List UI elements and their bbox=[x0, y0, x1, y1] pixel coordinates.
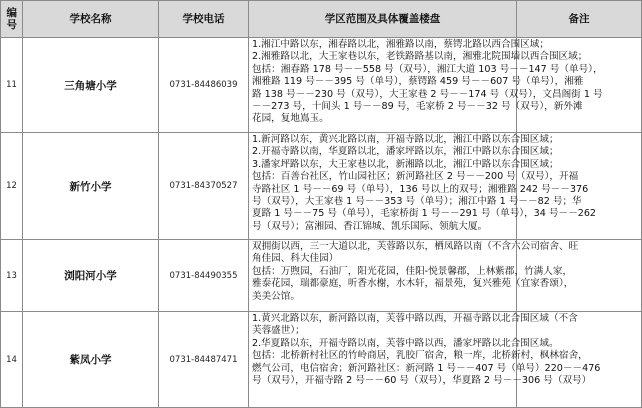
scope-line: 号（双号）；富湘园、香江锦城、凯乐国际、领航大厦。 bbox=[252, 220, 488, 232]
table-row bbox=[1, 312, 642, 408]
district-scope bbox=[249, 38, 603, 133]
school-phone: 0731-84490355 bbox=[159, 240, 249, 312]
row-number: 11 bbox=[1, 38, 23, 133]
school-name: 三角塘小学 bbox=[23, 38, 159, 133]
scope-line: 1.湘江中路以东，湘春路以北，湘雅路以南，蔡锷北路以西合围区域； bbox=[252, 39, 549, 50]
header-note: 备注 bbox=[517, 1, 642, 38]
scope-line: 夏路 1 号－－75 号（单号），毛家桥街 1 号－－291 号（单号），34 号－－262 bbox=[252, 208, 597, 220]
district-scope bbox=[249, 133, 597, 240]
school-name: 新竹小学 bbox=[23, 133, 159, 240]
table-row bbox=[1, 38, 642, 133]
table-header-row bbox=[1, 1, 642, 38]
scope-line: 号（双号），大王家巷 1 号－－353 号（单号）；湘江中路 1 号－－82 号；华 bbox=[252, 196, 582, 208]
table-row bbox=[1, 240, 642, 312]
scope-line: 燃气公司，电信宿舍；新河路社区：新河路 1 号－－407 号（单号）220－－476 bbox=[252, 362, 601, 374]
scope-line: 包括：万煦园，石油厂，阳光花园，佳阳-悦景馨郡，上林紫郡，竹满人家， bbox=[252, 265, 573, 277]
district-scope bbox=[249, 312, 601, 408]
row-number: 14 bbox=[1, 312, 23, 408]
scope-line: 包括：北桥新村社区的竹岭商居，乳胶厂宿舍，粮一库，北桥新村，枫林宿舍， bbox=[252, 350, 588, 362]
district-scope bbox=[249, 240, 579, 312]
scope-line: 湘雅路 119 号－－395 号（单号），蔡锷路 459 号－－607 号（单号），湘雅 bbox=[252, 76, 584, 88]
scope-line: 号（双号），开福寺路 2 号－－60 号（双号），华夏路 2 号－－306 号（双号） bbox=[252, 375, 592, 387]
scope-line: 2.湘雅路以北，大王家巷以东，老铁路路基以南，湘雅北院围墙以西合围区域； bbox=[252, 51, 588, 63]
table-row bbox=[1, 133, 642, 240]
school-name: 紫凤小学 bbox=[23, 312, 159, 408]
scope-line: 路 138 号－－230 号（双号），大王家巷 2 号－－174 号（双号），文昌阁街 1 号 bbox=[252, 88, 603, 100]
header-school-phone: 学校电话 bbox=[159, 1, 249, 38]
scope-line: 双拥街以西，三一大道以北，芙蓉路以东，栖凤路以南（不含六公司宿舍、旺 bbox=[252, 241, 579, 252]
scope-line: 芙蓉盛世）； bbox=[252, 325, 305, 337]
scope-line: 1.新河路以东，黄兴北路以南，开福寺路以北，湘江中路以东合围区域； bbox=[252, 134, 559, 145]
scope-line: 1.黄兴北路以东，新河路以南，芙蓉中路以西，开福寺路以北合围区域（不含 bbox=[252, 313, 578, 324]
scope-line: 角佳园、科大佳园） bbox=[252, 253, 339, 265]
header-no: 编号 bbox=[1, 1, 23, 38]
header-scope: 学区范围及具体覆盖楼盘 bbox=[249, 1, 517, 38]
scope-line: 2.开福寺路以南，华夏路以北，潘家坪路以东，湘江中路以东合围区域； bbox=[252, 146, 559, 158]
row-number: 12 bbox=[1, 133, 23, 240]
scope-line: 寺路社区 1 号－－69 号（单号），136 号以上的双号；湘雅路 242 号－－376 bbox=[252, 183, 589, 195]
school-phone: 0731-84370527 bbox=[159, 133, 249, 240]
scope-line: 美美公馆。 bbox=[252, 290, 300, 302]
school-phone: 0731-84487471 bbox=[159, 312, 249, 408]
header-school-name: 学校名称 bbox=[23, 1, 159, 38]
scope-line: 3.潘家坪路以东，大王家巷以北，新湘路以北，湘江中路以东合围区域； bbox=[252, 158, 559, 170]
scope-line: 包括：湘春路 178 号－－558 号（双号），湘江大道 103 号－－147 号（单号）， bbox=[252, 63, 603, 75]
school-phone: 0731-84486039 bbox=[159, 38, 249, 133]
scope-line: 包括：百善台社区，竹山园社区；新河路社区 2 号－－200 号（双号），开福 bbox=[252, 171, 579, 183]
school-name: 浏阳河小学 bbox=[23, 240, 159, 312]
scope-line: －－273 号，十间头 1 号－－89 号，毛家桥 2 号－－32 号（双号），新外滩 bbox=[252, 101, 583, 113]
scope-line: 2.华夏路以东，开福寺路以南，芙蓉中路以西，潘家坪路以北合围区域。 bbox=[252, 337, 559, 349]
scope-line: 雅泰花园，瑞都豪庭，听香水榭，水木轩，福景苑，复兴雅苑（宜家香颂）， bbox=[252, 278, 574, 290]
row-number: 13 bbox=[1, 240, 23, 312]
scope-line: 花园，复地嶌玉。 bbox=[252, 113, 329, 125]
